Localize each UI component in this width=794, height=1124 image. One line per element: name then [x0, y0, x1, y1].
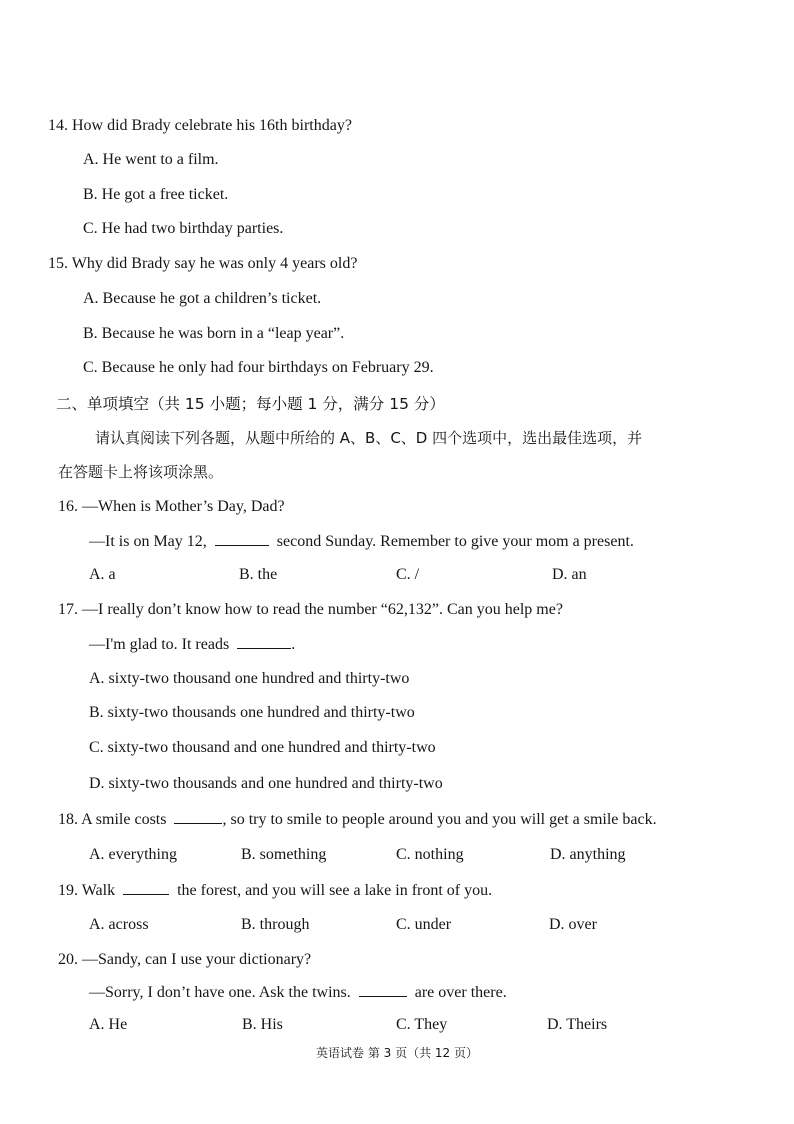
- q18-option-b: B. something: [241, 846, 327, 863]
- q16-option-c: C. /: [396, 566, 420, 583]
- question-19-line: [58, 880, 492, 901]
- question-17-line2: [89, 634, 295, 655]
- question-text-post: .: [291, 636, 296, 653]
- answer-blank: [359, 982, 407, 997]
- question-text-post: second Sunday. Remember to give your mom a present.: [276, 533, 634, 550]
- q16-option-a: A. a: [89, 566, 116, 583]
- q18-option-c: C. nothing: [396, 846, 464, 863]
- question-number: 15.: [48, 255, 68, 272]
- q15-option-b: B. Because he was born in a “leap year”.: [83, 325, 345, 342]
- answer-blank: [215, 531, 269, 546]
- q17-option-d: D. sixty-two thousands and one hundred and thirty-two: [89, 775, 443, 792]
- q15-option-a: A. Because he got a children’s ticket.: [83, 290, 322, 307]
- answer-blank: [237, 634, 291, 649]
- q19-option-c: C. under: [396, 916, 452, 933]
- q19-option-d: D. over: [549, 916, 597, 933]
- question-text: —Sandy, can I use your dictionary?: [82, 951, 312, 968]
- question-text-pre: —I'm glad to. It reads: [89, 636, 230, 653]
- q16-option-d: D. an: [552, 566, 587, 583]
- q19-option-b: B. through: [241, 916, 310, 933]
- question-17-line1: [58, 600, 563, 620]
- question-text-pre: Walk: [81, 882, 116, 899]
- question-number: 19.: [58, 882, 78, 899]
- section-instruction-line2: 在答题卡上将该项涂黑。: [58, 463, 224, 481]
- question-15-stem: [48, 254, 357, 274]
- question-number: 20.: [58, 951, 78, 968]
- q17-option-c: C. sixty-two thousand and one hundred and thirty-two: [89, 739, 436, 756]
- q20-option-c: C. They: [396, 1016, 448, 1033]
- q19-option-a: A. across: [89, 916, 149, 933]
- question-text: Why did Brady say he was only 4 years old?: [71, 255, 358, 272]
- question-16-line1: [58, 497, 285, 517]
- question-number: 16.: [58, 498, 78, 515]
- question-number: 14.: [48, 117, 68, 134]
- page-footer: 英语试卷 第 3 页（共 12 页）: [316, 1046, 478, 1060]
- question-number: 18.: [58, 811, 78, 828]
- question-text-pre: A smile costs: [81, 811, 167, 828]
- q18-option-a: A. everything: [89, 846, 177, 863]
- q20-option-a: A. He: [89, 1016, 128, 1033]
- question-text-post: are over there.: [414, 984, 507, 1001]
- section-title: 二、单项填空（共 15 小题；每小题 1 分，满分 15 分）: [56, 395, 445, 413]
- question-20-line2: [89, 982, 507, 1003]
- section-instruction-line1: 请认真阅读下列各题，从题中所给的 A、B、C、D 四个选项中，选出最佳选项，并: [95, 429, 643, 447]
- question-text-post: the forest, and you will see a lake in front of you.: [177, 882, 493, 899]
- q15-option-c: C. Because he only had four birthdays on February 29.: [83, 359, 434, 376]
- answer-blank: [123, 880, 169, 895]
- question-number: 17.: [58, 601, 78, 618]
- q16-option-b: B. the: [239, 566, 278, 583]
- q20-option-d: D. Theirs: [547, 1016, 608, 1033]
- question-14-stem: [48, 116, 352, 136]
- answer-blank: [174, 809, 222, 824]
- question-text-post: , so try to smile to people around you and you will get a smile back.: [222, 811, 657, 828]
- q14-option-a: A. He went to a film.: [83, 151, 219, 168]
- question-text-pre: —It is on May 12,: [89, 533, 207, 550]
- q17-option-b: B. sixty-two thousands one hundred and thirty-two: [89, 704, 415, 721]
- question-18-line: [58, 809, 657, 830]
- question-20-line1: [58, 950, 311, 970]
- question-text: How did Brady celebrate his 16th birthday?: [72, 117, 352, 134]
- question-text-pre: —Sorry, I don’t have one. Ask the twins.: [89, 984, 351, 1001]
- q14-option-c: C. He had two birthday parties.: [83, 220, 284, 237]
- question-16-line2: [89, 531, 634, 552]
- q17-option-a: A. sixty-two thousand one hundred and thirty-two: [89, 670, 410, 687]
- q14-option-b: B. He got a free ticket.: [83, 186, 229, 203]
- question-text: —When is Mother’s Day, Dad?: [82, 498, 285, 515]
- question-text: —I really don’t know how to read the number “62,132”. Can you help me?: [82, 601, 563, 618]
- q20-option-b: B. His: [242, 1016, 283, 1033]
- q18-option-d: D. anything: [550, 846, 626, 863]
